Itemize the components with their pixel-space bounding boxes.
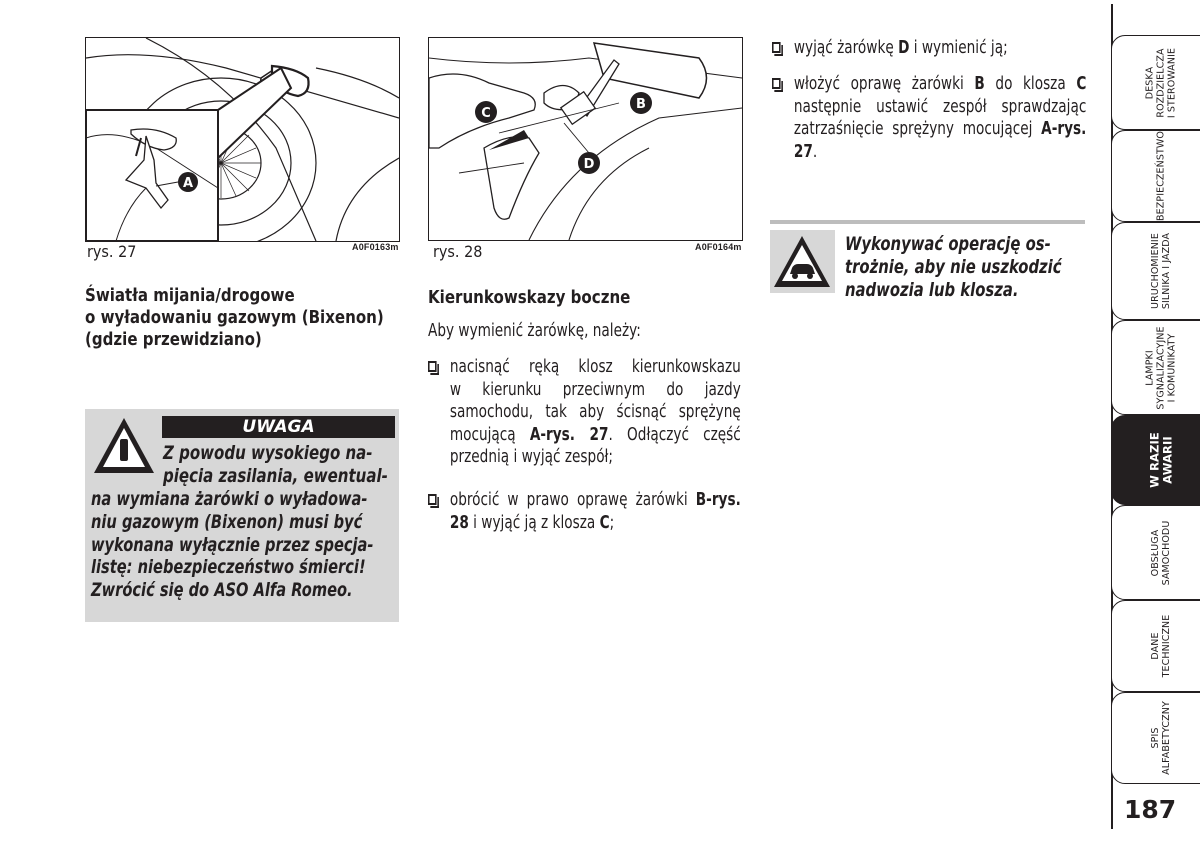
- tab-label: W RAZIE AWARII: [1147, 432, 1174, 488]
- col2-bullet-2: obrócić w prawo oprawę żarówki B-rys. 28 i wyjąć ją z klosza C;: [428, 489, 741, 534]
- figure-27-code: A0F0163m: [352, 242, 399, 252]
- warning-icon: [91, 415, 157, 477]
- caution-text: Wykonywać operację os- trożnie, aby nie uszkodzić nadwozia lub klosza.: [845, 233, 1062, 301]
- section-heading-side-indicators: Kierunkowskazy boczne: [428, 288, 631, 308]
- bullet-box-icon: [428, 494, 437, 505]
- section-heading-bixenon: Światła mijania/drogowe o wyładowaniu gazowym (Bixenon) (gdzie przewidziano): [85, 286, 384, 350]
- side-indicator-illustration: [429, 38, 742, 240]
- figure-28-code: A0F0164m: [695, 242, 742, 252]
- svg-text:A: A: [182, 176, 194, 191]
- figure-27: [85, 37, 400, 242]
- section-divider: [770, 220, 1085, 224]
- tab-section-3[interactable]: [1111, 222, 1200, 320]
- tab-section-4[interactable]: [1111, 320, 1200, 415]
- figure-28: [428, 37, 743, 241]
- tab-section-8[interactable]: [1111, 692, 1200, 784]
- bullet-box-icon: [772, 78, 781, 89]
- caution-icon: [770, 230, 835, 293]
- bullet-box-icon: [772, 42, 781, 53]
- tab-label: SPIS ALFABETYCZNY: [1150, 701, 1172, 775]
- warning-text-line1: Z powodu wysokiego na-: [163, 442, 373, 464]
- tab-label: URUCHOMIENIE SILNIKA I JAZDA: [1150, 232, 1172, 310]
- tab-section-5[interactable]: [1111, 415, 1200, 505]
- col3-bullet-1: wyjąć żarówkę D i wymienić ją;: [772, 37, 1086, 60]
- headlamp-illustration: [86, 38, 399, 241]
- warning-title-bar: [162, 416, 395, 438]
- svg-text:D: D: [583, 157, 595, 172]
- warning-title: UWAGA: [242, 417, 315, 437]
- svg-text:B: B: [636, 97, 646, 112]
- figure-28-caption: rys. 28: [433, 242, 483, 261]
- tab-label: DANE TECHNICZNE: [1150, 614, 1172, 678]
- intro-text: Aby wymienić żarówkę, należy:: [428, 321, 641, 341]
- tab-label: BEZPIECZEŃSTWO: [1155, 131, 1167, 221]
- page-number: 187: [1124, 795, 1177, 824]
- col2-bullet-1: nacisnąć ręką klosz kierunkowskazu w kierunku przeciwnym do jazdy samochodu, tak aby ścisnąć sprężynę mocującą A-rys. 27. Odłączyć część przednią i wyjąć zespół;: [428, 356, 741, 469]
- tab-label: DESKA ROZDZIELCZA I STEROWANIE: [1144, 47, 1178, 118]
- tab-label: LAMPKI SYGNALIZACYJNE I KOMUNIKATY: [1144, 325, 1178, 410]
- tab-section-2[interactable]: [1111, 130, 1200, 222]
- figure-27-caption: rys. 27: [87, 242, 137, 261]
- warning-text-line2: pięcia zasilania, ewentual-: [163, 465, 388, 487]
- tab-section-6[interactable]: [1111, 505, 1200, 600]
- svg-text:C: C: [481, 106, 491, 121]
- tab-section-1[interactable]: [1111, 35, 1200, 130]
- warning-text-rest: na wymiana żarówki o wyładowa- niu gazowym (Bixenon) musi być wykonana wyłącznie przez specja- listę: niebezpieczeństwo śmierci! Zwrócić się do ASO Alfa Romeo.: [91, 488, 374, 602]
- tab-label: OBSŁUGA SAMOCHODU: [1150, 520, 1172, 585]
- col3-bullet-2: włożyć oprawę żarówki B do klosza C następnie ustawić zespół sprawdzając zatrzaśnięcie sprężyny mocującej A-rys. 27.: [772, 73, 1086, 163]
- tab-section-7[interactable]: [1111, 600, 1200, 692]
- bullet-box-icon: [428, 361, 437, 372]
